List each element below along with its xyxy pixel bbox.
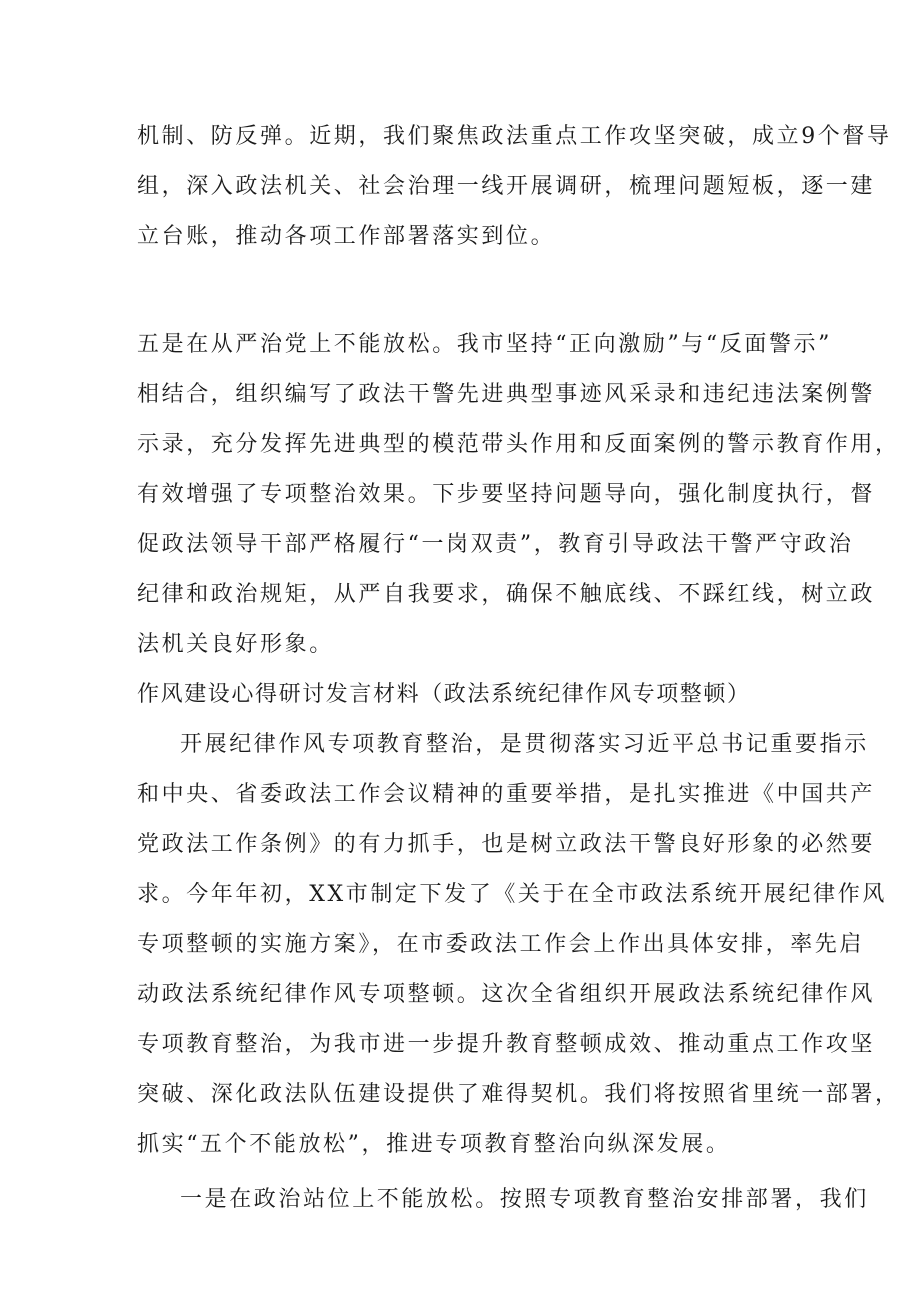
paragraph-line: 抓实“五个不能放松”，推进专项教育整治向纵深发展。 bbox=[137, 1132, 731, 1157]
paragraph-line: 相结合，组织编写了政法干警先进典型事迹风采录和违纪违法案例警 bbox=[137, 382, 876, 407]
paragraph-line: 和中央、省委政法工作会议精神的重要举措，是扎实推进《中国共产 bbox=[137, 782, 876, 807]
document-title: 作风建设心得研讨发言材料（政法系统纪律作风专项整顿） bbox=[137, 682, 751, 707]
paragraph-line: 五是在从严治党上不能放松。我市坚持“正向激励”与“反面警示” bbox=[137, 332, 832, 357]
paragraph-line: 突破、深化政法队伍建设提供了难得契机。我们将按照省里统一部署， bbox=[137, 1082, 900, 1107]
paragraph-line: 纪律和政治规矩，从严自我要求，确保不触底线、不踩红线，树立政 bbox=[137, 582, 876, 607]
paragraph-line: 促政法领导干部严格履行“一岗双责”，教育引导政法干警严守政治 bbox=[137, 532, 854, 557]
paragraph-line: 机制、防反弹。近期，我们聚焦政法重点工作攻坚突破，成立9个督导 bbox=[137, 124, 892, 149]
paragraph-line: 求。今年年初，XX市制定下发了《关于在全市政法系统开展纪律作风 bbox=[137, 882, 887, 907]
paragraph-line: 一是在政治站位上不能放松。按照专项教育整治安排部署，我们 bbox=[180, 1187, 869, 1212]
paragraph-line: 动政法系统纪律作风专项整顿。这次全省组织开展政法系统纪律作风 bbox=[137, 982, 876, 1007]
paragraph-line: 有效增强了专项整治效果。下步要坚持问题导向，强化制度执行，督 bbox=[137, 482, 876, 507]
paragraph-line: 专项教育整治，为我市进一步提升教育整顿成效、推动重点工作攻坚 bbox=[137, 1032, 876, 1057]
paragraph-line: 组，深入政法机关、社会治理一线开展调研，梳理问题短板，逐一建 bbox=[137, 174, 876, 199]
paragraph-line: 示录，充分发挥先进典型的模范带头作用和反面案例的警示教育作用， bbox=[137, 432, 900, 457]
paragraph-line: 专项整顿的实施方案》，在市委政法工作会上作出具体安排，率先启 bbox=[137, 932, 865, 957]
paragraph-line: 法机关良好形象。 bbox=[137, 632, 334, 657]
paragraph-line: 党政法工作条例》的有力抓手，也是树立政法干警良好形象的必然要 bbox=[137, 832, 876, 857]
paragraph-line: 立台账，推动各项工作部署落实到位。 bbox=[137, 224, 556, 249]
paragraph-line: 开展纪律作风专项教育整治，是贯彻落实习近平总书记重要指示 bbox=[180, 732, 869, 757]
